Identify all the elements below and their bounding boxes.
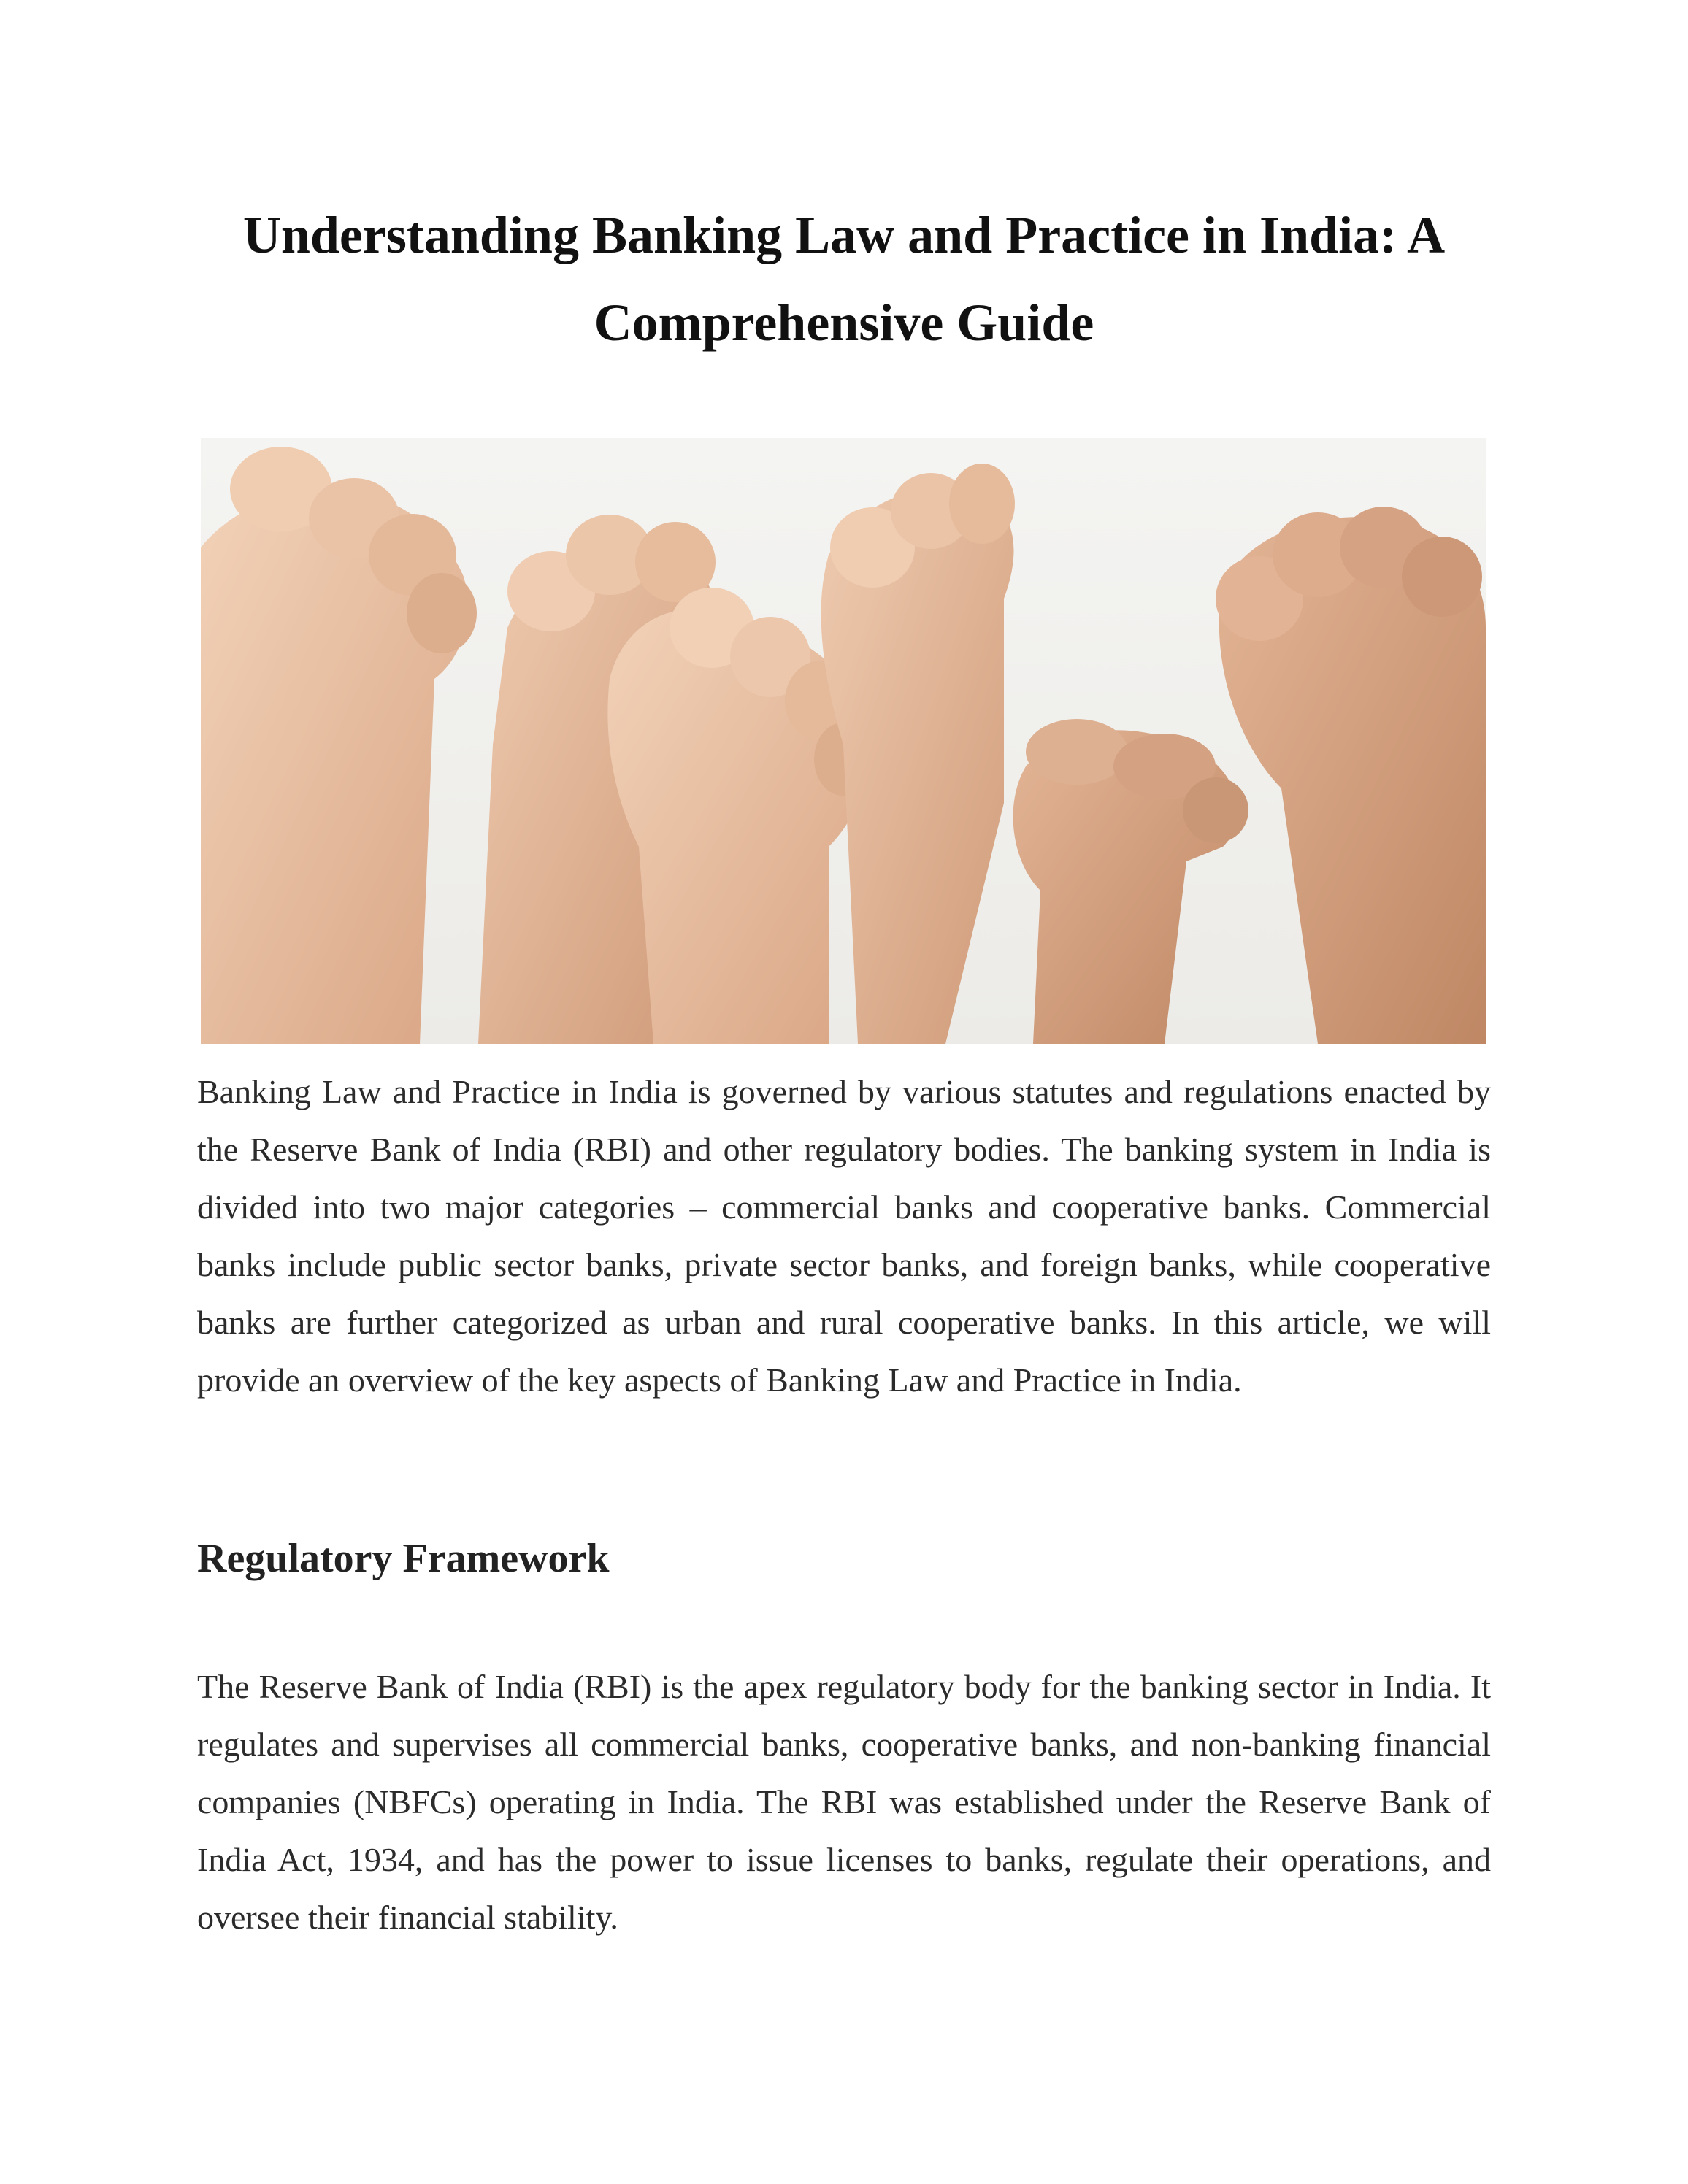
intro-paragraph: Banking Law and Practice in India is governed by various statutes and regulations enacted by the Reserve Bank of India (RBI) and other regulatory bodies. The banking system in India is divided into two major categories – commercial banks and cooperative banks. Commercial banks include public sector banks, private sector banks, and foreign banks, while cooperative banks are further categorized as urban and rural cooperative banks. In this article, we will provide an overview of the key aspects of Banking Law and Practice in India. [197, 1073, 1491, 1399]
regulatory-framework-paragraph: The Reserve Bank of India (RBI) is the apex regulatory body for the banking sector in India. It regulates and supervises all commercial banks, cooperative banks, and non-banking financial companies (NBFCs) operating in India. The RBI was established under the Reserve Bank of India Act, 1934, and has the power to issue licenses to banks, regulate their operations, and oversee their financial stability. [197, 1668, 1491, 1936]
section-heading-regulatory-framework: Regulatory Framework [197, 1536, 610, 1581]
hero-image-raised-fists [201, 438, 1486, 1044]
page-title: Understanding Banking Law and Practice in India: A Comprehensive Guide [242, 206, 1446, 352]
